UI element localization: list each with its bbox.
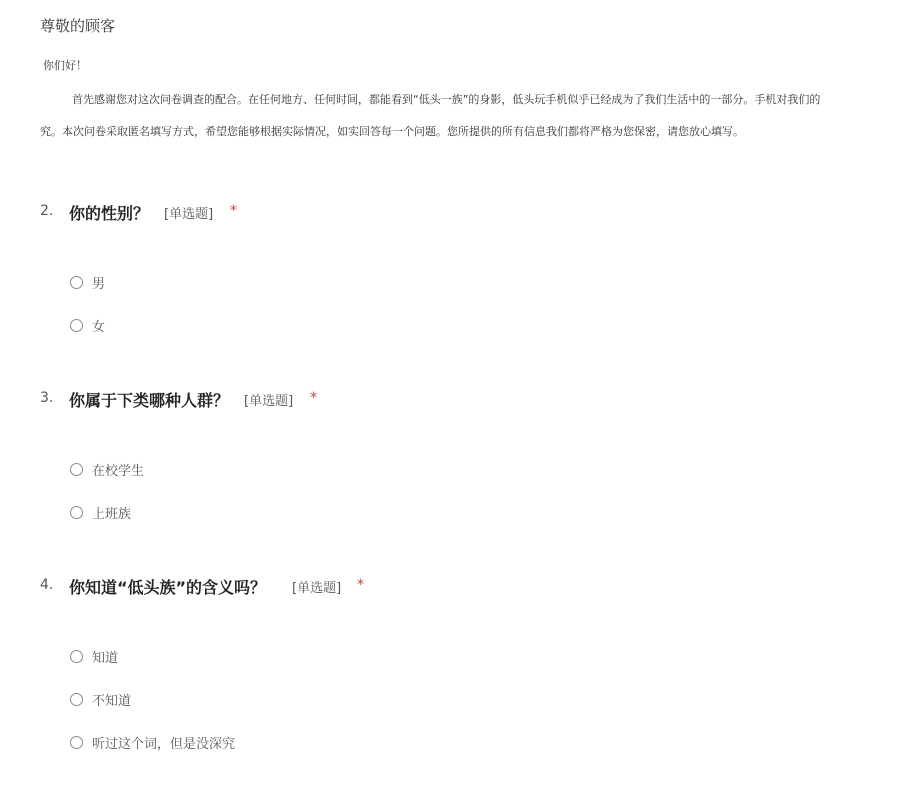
question-number: 4.: [40, 577, 54, 593]
radio-button[interactable]: [70, 650, 83, 663]
option-label: 知道: [92, 650, 119, 666]
radio-button[interactable]: [70, 736, 83, 749]
question-type-label: [单选题]: [292, 581, 342, 596]
option-know[interactable]: [70, 646, 118, 666]
question-title: 你属于下类哪种人群？: [69, 391, 230, 410]
required-asterisk: *: [230, 203, 237, 219]
question-number: 3.: [40, 390, 54, 406]
option-label: 男: [92, 276, 106, 292]
option-student[interactable]: [70, 459, 144, 479]
intro-text-line-1: 首先感谢您对这次问卷调查的配合。在任何地方、任何时间，都能看到“低头一族”的身影，低头玩手机似乎已经成为了我们生活中的一部分。手机对我们的: [72, 93, 821, 106]
intro-text-line-2: 究。本次问卷采取匿名填写方式，希望您能够根据实际情况，如实回答每一个问题。您所提供的所有信息我们都将严格为您保密，请您放心填写。: [40, 125, 744, 138]
option-label: 上班族: [92, 506, 132, 522]
question-type-label: [单选题]: [244, 394, 294, 409]
salutation: 你们好！: [43, 59, 87, 72]
radio-button[interactable]: [70, 506, 83, 519]
option-office-worker[interactable]: [70, 502, 131, 522]
option-label: 女: [92, 319, 106, 335]
radio-button[interactable]: [70, 693, 83, 706]
radio-button[interactable]: [70, 463, 83, 476]
option-male[interactable]: [70, 272, 105, 292]
option-female[interactable]: [70, 315, 105, 335]
option-label: 不知道: [92, 693, 132, 709]
option-label: 听过这个词，但是没深究: [92, 736, 236, 752]
question-number: 2.: [40, 203, 54, 219]
option-dont-know[interactable]: [70, 689, 131, 709]
radio-button[interactable]: [70, 319, 83, 332]
required-asterisk: *: [310, 390, 317, 406]
greeting-title: 尊敬的顾客: [40, 17, 116, 35]
radio-button[interactable]: [70, 276, 83, 289]
question-title: 你知道“低头族”的含义吗？: [69, 578, 267, 597]
option-heard-not-explored[interactable]: [70, 732, 235, 752]
required-asterisk: *: [357, 577, 364, 593]
question-title: 你的性别？: [69, 204, 150, 223]
question-type-label: [单选题]: [164, 207, 214, 222]
option-label: 在校学生: [92, 463, 145, 479]
